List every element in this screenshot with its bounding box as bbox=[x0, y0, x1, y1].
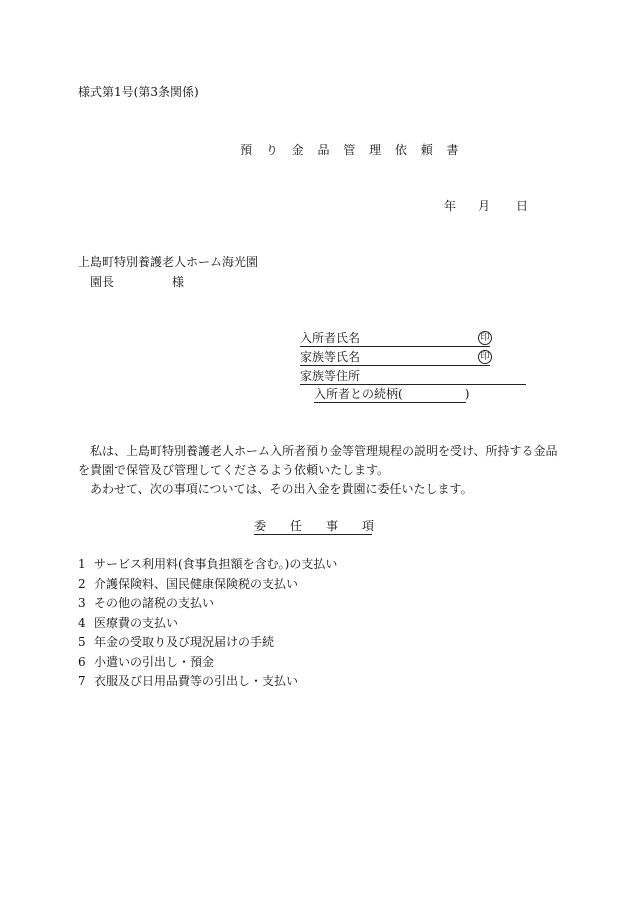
seal-mark-icon: 印 bbox=[478, 350, 492, 364]
section-title-char: 委 bbox=[254, 519, 267, 533]
list-item bbox=[78, 575, 337, 595]
list-item bbox=[78, 672, 337, 692]
item-text: 衣服及び日用品費等の引出し・支払い bbox=[94, 674, 299, 688]
addressee: 上島町特別養護老人ホーム海光園 bbox=[78, 255, 259, 269]
list-item bbox=[78, 653, 337, 673]
relationship-underline bbox=[314, 402, 466, 403]
item-number: 3 bbox=[78, 596, 86, 610]
document-title: 預 り 金 品 管 理 依 頼 書 bbox=[240, 143, 464, 157]
item-number: 6 bbox=[78, 654, 86, 669]
item-text: 小遣いの引出し・預金 bbox=[94, 654, 215, 669]
date-year-label: 年 bbox=[444, 199, 457, 213]
section-title-underline bbox=[254, 534, 372, 535]
section-title-char: 事 bbox=[326, 519, 339, 533]
relationship-close: ) bbox=[464, 387, 470, 401]
body-paragraph-1-line-1: 私は、上島町特別養護老人ホーム入所者預り金等管理規程の説明を受け、所持する金品 bbox=[78, 444, 558, 458]
item-text: その他の諸税の支払い bbox=[94, 596, 215, 610]
resident-name-underline bbox=[300, 346, 490, 347]
family-address-underline bbox=[300, 384, 526, 385]
recipient-line bbox=[90, 274, 184, 290]
family-name-field[interactable] bbox=[300, 349, 490, 365]
item-number: 7 bbox=[78, 674, 86, 688]
family-name-underline bbox=[300, 365, 490, 366]
section-title bbox=[254, 518, 374, 534]
section-title-char: 任 bbox=[290, 519, 303, 533]
item-text: 医療費の支払い bbox=[94, 615, 179, 630]
date-month-label: 月 bbox=[478, 199, 491, 213]
list-item bbox=[78, 614, 337, 634]
item-number: 1 bbox=[78, 557, 86, 571]
item-text: サービス利用料(食事負担額を含む。)の支払い bbox=[94, 557, 338, 571]
item-text: 年金の受取り及び現況届けの手続 bbox=[94, 635, 275, 649]
family-address-field[interactable] bbox=[300, 368, 360, 384]
recipient-honorific: 様 bbox=[172, 275, 185, 289]
date-day-label: 日 bbox=[516, 199, 529, 213]
list-item bbox=[78, 594, 337, 614]
list-item bbox=[78, 555, 337, 575]
seal-mark-icon: 印 bbox=[478, 331, 492, 345]
relationship-field[interactable] bbox=[314, 386, 469, 402]
date-line bbox=[444, 198, 528, 214]
resident-name-label: 入所者氏名 bbox=[300, 331, 361, 345]
item-number: 5 bbox=[78, 635, 86, 649]
list-item bbox=[78, 633, 337, 653]
resident-name-field[interactable] bbox=[300, 330, 490, 346]
item-text: 介護保険料、国民健康保険税の支払い bbox=[94, 576, 299, 591]
family-address-label: 家族等住所 bbox=[300, 369, 361, 383]
body-paragraph-2: あわせて、次の事項については、その出入金を貴園に委任いたします。 bbox=[78, 482, 473, 496]
section-title-char: 項 bbox=[362, 519, 375, 533]
family-name-label: 家族等氏名 bbox=[300, 350, 361, 364]
item-number: 2 bbox=[78, 576, 86, 591]
form-number: 様式第1号(第3条関係) bbox=[78, 85, 199, 99]
delegated-items-list bbox=[78, 555, 337, 692]
item-number: 4 bbox=[78, 615, 86, 630]
recipient-title: 園長 bbox=[90, 275, 115, 289]
relationship-label: 入所者との続柄( bbox=[314, 387, 403, 401]
body-paragraph-1-line-2: を貴園で保管及び管理してくださるよう依頼いたします。 bbox=[78, 463, 390, 477]
